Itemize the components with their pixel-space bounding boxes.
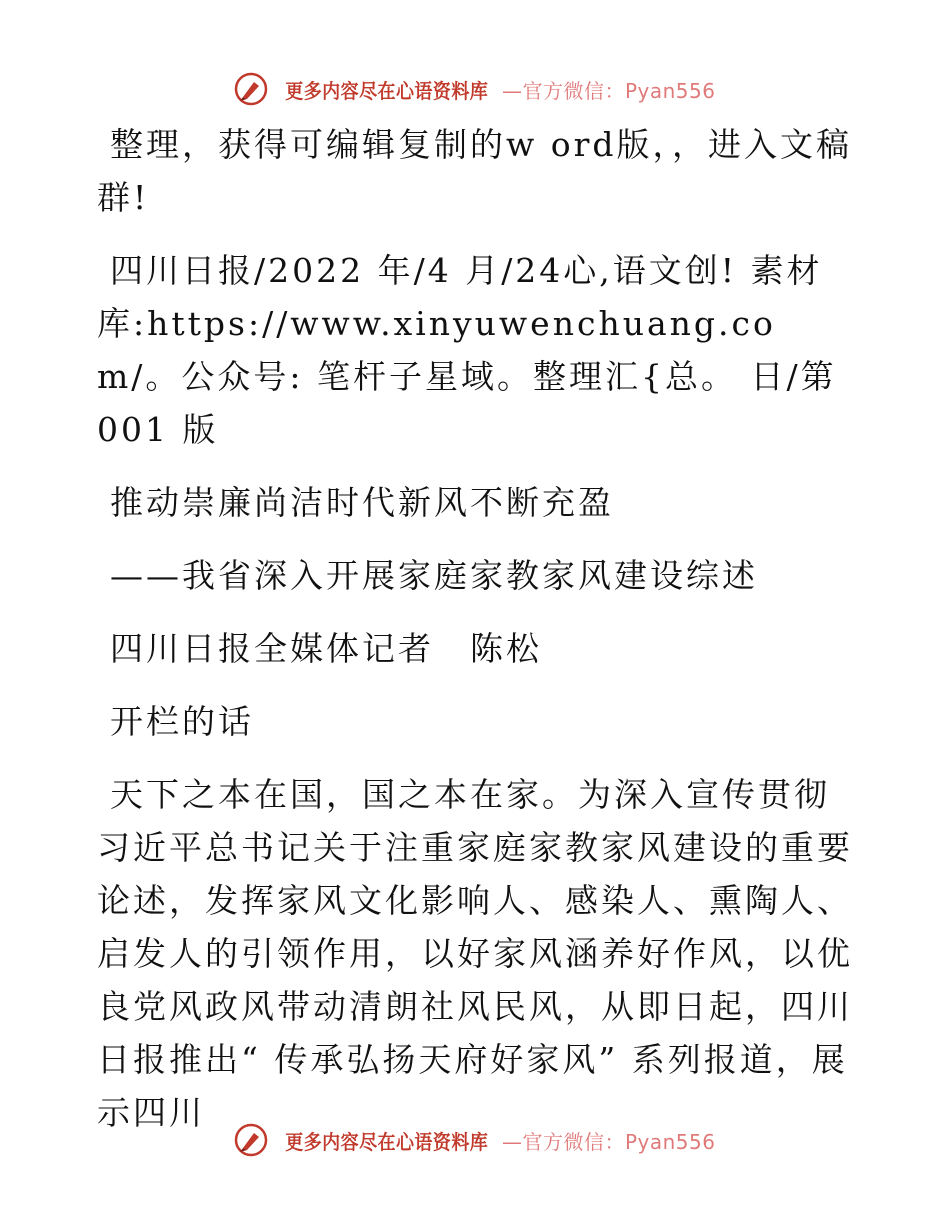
watermark-wechat-text: —官方微信：Pyan556 xyxy=(501,78,716,103)
byline: 四川日报全媒体记者 陈松 xyxy=(110,629,542,668)
document-body xyxy=(97,118,857,1159)
column-heading: 开栏的话 xyxy=(110,702,254,741)
watermark-main-text: 更多内容尽在心语资料库 xyxy=(285,78,489,103)
article-title: 推动崇廉尚洁时代新风不断充盈 xyxy=(110,483,614,522)
source-info: 四川日报/2022 年/4 月/24心,语文创! 素材库:https://www.xinyuwenchuang.com/。公众号: 笔杆子星域。整理汇{总。 日/第 001 版 xyxy=(97,251,851,449)
article-subtitle: ——我省深入开展家庭家教家风建设综述 xyxy=(110,556,758,595)
body-paragraph: 天下之本在国，国之本在家。为深入宣传贯彻习近平总书记关于注重家庭家教家风建设的重要论述，发挥家风文化影响人、感染人、熏陶人、启发人的引领作用，以好家风涵养好作风，以优良党风政风带动清朗社风民风，从即日起，四川日报推出“ 传承弘扬天府好家风” 系列报道，展示四川 xyxy=(97,775,853,1132)
header-watermark xyxy=(0,67,950,111)
watermark-main-text: 更多内容尽在心语资料库 xyxy=(285,1129,489,1154)
intro-note: 整理，获得可编辑复制的w ord版，，进入文稿群! xyxy=(97,125,853,217)
fountain-pen-icon xyxy=(234,72,268,106)
footer-watermark xyxy=(0,1118,950,1162)
watermark-wechat-text: —官方微信：Pyan556 xyxy=(501,1129,716,1154)
fountain-pen-icon xyxy=(234,1123,268,1157)
